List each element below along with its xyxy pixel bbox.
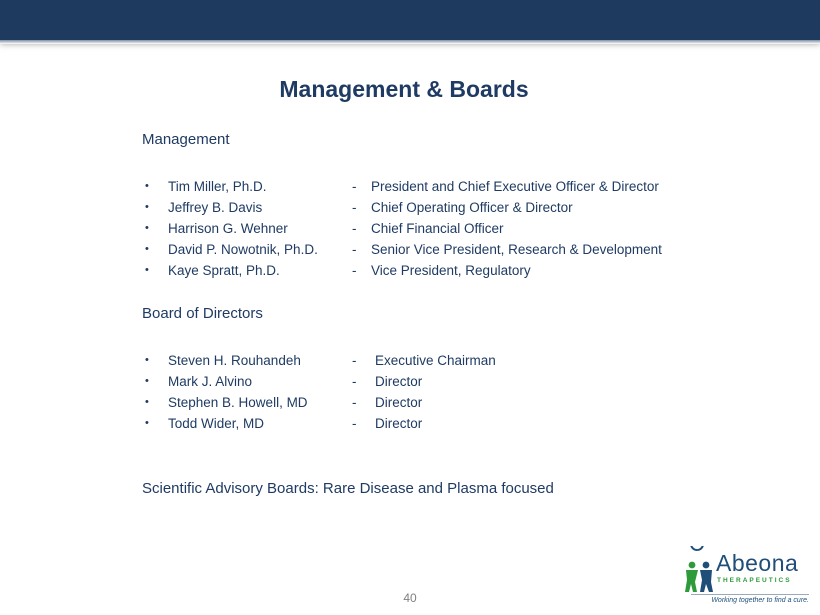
bullet-icon: • <box>145 417 149 429</box>
advisory-boards-text: Scientific Advisory Boards: Rare Disease and Plasma focused <box>142 480 554 497</box>
member-role: Chief Operating Officer & Director <box>371 200 573 215</box>
management-heading: Management <box>142 131 230 148</box>
separator-dash: - <box>352 221 357 236</box>
separator-dash: - <box>352 353 357 368</box>
bullet-icon: • <box>145 264 149 276</box>
member-role: Director <box>375 395 423 410</box>
member-role: Vice President, Regulatory <box>371 263 531 278</box>
member-name: Harrison G. Wehner <box>168 221 288 236</box>
member-name: Tim Miller, Ph.D. <box>168 179 267 194</box>
member-role: President and Chief Executive Officer & Director <box>371 179 659 194</box>
separator-dash: - <box>352 395 357 410</box>
slide-title: Management & Boards <box>279 76 529 102</box>
member-role: Director <box>375 374 423 389</box>
member-name: Steven H. Rouhandeh <box>168 353 301 368</box>
separator-dash: - <box>352 374 357 389</box>
page-number: 40 <box>403 591 417 605</box>
member-name: Jeffrey B. Davis <box>168 200 263 215</box>
separator-dash: - <box>352 200 357 215</box>
bullet-icon: • <box>145 354 149 366</box>
separator-dash: - <box>352 179 357 194</box>
separator-dash: - <box>352 416 357 431</box>
separator-dash: - <box>352 263 357 278</box>
header-bar-shadow <box>0 40 820 44</box>
bullet-icon: • <box>145 243 149 255</box>
bullet-icon: • <box>145 396 149 408</box>
figures-icon <box>683 546 717 596</box>
member-name: Stephen B. Howell, MD <box>168 395 308 410</box>
board-heading: Board of Directors <box>142 305 263 322</box>
bullet-icon: • <box>145 201 149 213</box>
logo-wordmark: Abeona <box>716 550 799 576</box>
member-name: Kaye Spratt, Ph.D. <box>168 263 280 278</box>
member-name: Mark J. Alvino <box>168 374 253 389</box>
header-bar <box>0 0 820 40</box>
bullet-icon: • <box>145 222 149 234</box>
member-name: David P. Nowotnik, Ph.D. <box>168 242 318 257</box>
bullet-icon: • <box>145 180 149 192</box>
separator-dash: - <box>352 242 357 257</box>
member-name: Todd Wider, MD <box>168 416 265 431</box>
member-role: Director <box>375 416 423 431</box>
member-role: Executive Chairman <box>375 353 496 368</box>
logo-tagline: Working together to find a cure. <box>691 594 809 604</box>
bullet-icon: • <box>145 375 149 387</box>
member-role: Chief Financial Officer <box>371 221 504 236</box>
company-logo <box>683 544 809 606</box>
logo-subtitle: THERAPEUTICS <box>717 577 792 584</box>
member-role: Senior Vice President, Research & Development <box>371 242 662 257</box>
